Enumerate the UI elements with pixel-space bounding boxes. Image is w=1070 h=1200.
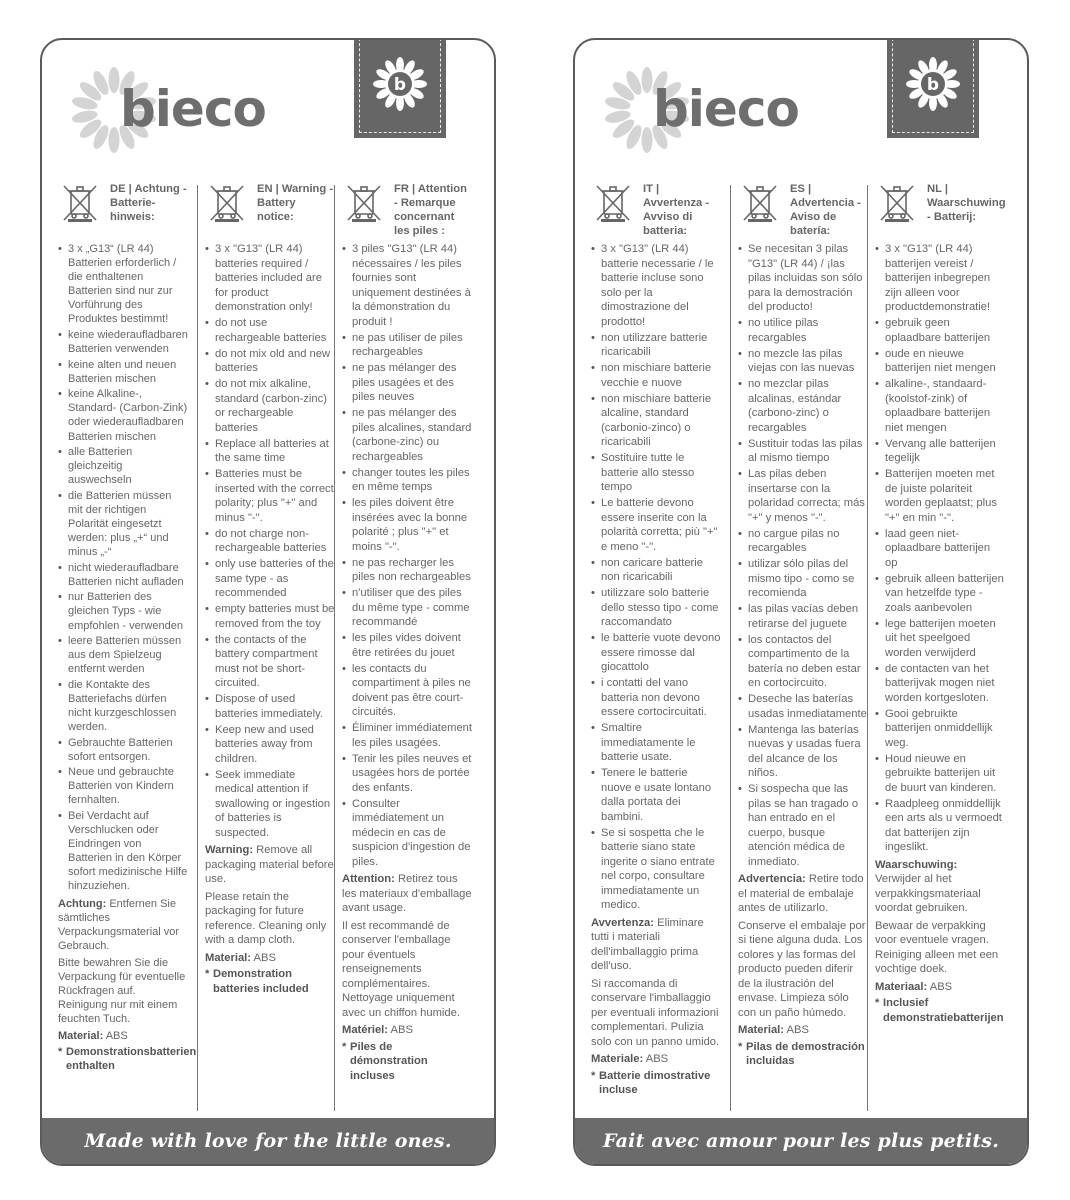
crossed-out-bin-icon (593, 182, 633, 222)
material-value: ABS (645, 1053, 669, 1065)
column-heading: FR | Attention - Remarque concernant les piles : (394, 183, 467, 237)
list-item: • los contactos del compartimento de la batería no deben estar en cortocircuito. (738, 633, 868, 691)
included-batteries-note: * Demonstrationsbatterien enthalten (58, 1045, 188, 1073)
language-column (591, 180, 721, 1115)
list-item: • las pilas vacías deben retirarse del juguete (738, 602, 868, 631)
warning-text: Retirez tous les materiaux d'emballage avant usage. (342, 873, 472, 914)
crossed-out-bin-icon (344, 182, 384, 222)
list-item: • Tenir les piles neuves et usagées hors de portée des enfants. (342, 752, 472, 796)
list-item: • Neue und gebrauchte Batterien von Kindern fernhalten. (58, 765, 188, 807)
material-label: Material: (738, 1024, 785, 1036)
list-item: • no mezclar pilas alcalinas, estándar (carbono-zinc) o recargables (738, 377, 868, 435)
list-item: • keine alten und neuen Batterien mischen (58, 358, 188, 386)
list-item: • changer toutes les piles en même temps (342, 466, 472, 495)
list-item: • 3 x "G13" (LR 44) batterijen vereist / batterijen inbegrepen zijn alleen voor productdemonstratie! (875, 242, 1005, 315)
list-item: • empty batteries must be removed from the toy (205, 602, 335, 631)
warning-label: Avvertenza: (591, 916, 655, 929)
column-header (875, 180, 1005, 238)
language-column (342, 180, 472, 1115)
packaging-warning (875, 858, 1005, 916)
list-item: • oude en nieuwe batterijen niet mengen (875, 347, 1005, 376)
badge-letter: b (926, 75, 940, 95)
list-item: • Mantenga las baterías nuevas y usadas fuera del alcance de los niños. (738, 723, 868, 781)
list-item: • do not use rechargeable batteries (205, 316, 335, 345)
material-info (205, 951, 335, 966)
warning-text: Retire todo el material de embalaje antes de utilizarlo. (738, 873, 864, 914)
list-item: • Las pilas deben insertarse con la polaridad correcta; más "+" y menos "-". (738, 467, 868, 525)
list-item: • no utilice pilas recargables (738, 316, 868, 345)
column-header (738, 180, 868, 238)
warning-text: Remove all packaging material before use. (205, 844, 334, 885)
list-item: • die Batterien müssen mit der richtigen Polarität eingesetzt werden: plus „+“ und minus „-“ (58, 489, 188, 559)
list-item: • gebruik geen oplaadbare batterijen (875, 316, 1005, 345)
list-item: • ne pas recharger les piles non rechargeables (342, 556, 472, 585)
insert-card-it-es-nl (573, 38, 1029, 1166)
battery-notice-list (591, 242, 721, 913)
list-item: • Gebrauchte Batterien sofort entsorgen. (58, 736, 188, 764)
list-item: • 3 x „G13“ (LR 44) Batterien erforderlich / die enthaltenen Batterien sind nur zur Vorführung des Produktes bestimmt! (58, 242, 188, 326)
footer-tagline: Made with love for the little ones. (42, 1118, 494, 1164)
bieco-logo (64, 58, 314, 168)
list-item: • de contacten van het batterijvak mogen niet worden kortgesloten. (875, 662, 1005, 706)
brand-name: bieco (653, 80, 799, 138)
badge-flower-icon (905, 56, 961, 112)
list-item: • non caricare batterie non ricaricabili (591, 556, 721, 585)
list-item: • Sustituir todas las pilas al mismo tiempo (738, 437, 868, 466)
list-item: • do not mix alkaline, standard (carbon-zinc) or rechargeable batteries (205, 377, 335, 435)
list-item: • Dispose of used batteries immediately. (205, 692, 335, 721)
warning-label: Advertencia: (738, 873, 806, 885)
list-item: • Gooi gebruikte batterijen onmiddellijk weg. (875, 707, 1005, 751)
retain-packaging-text: Conserve el embalaje por si tiene alguna duda. Los colores y las formas del producto pueden diferir de la ilustración del envase. Limpieza sólo con un paño húmedo. (738, 919, 866, 1019)
column-divider (730, 185, 731, 1111)
retain-packaging-text: Bitte bewahren Sie die Verpackung für eventuelle Rückfragen auf. Reinigung nur mit einem feuchten Tuch. (58, 956, 186, 1026)
material-value: ABS (105, 1030, 128, 1043)
packaging-warning (738, 872, 868, 916)
list-item: • do not mix old and new batteries (205, 347, 335, 376)
column-heading: DE | Achtung - Batterie-hinweis: (110, 183, 187, 223)
language-columns (575, 180, 1027, 1115)
list-item: • gebruik alleen batterijen van hetzelfde type - zoals aanbevolen (875, 572, 1005, 616)
list-item: • i contatti del vano batteria non devono essere cortocircuitati. (591, 676, 721, 720)
list-item: • alkaline-, standaard- (koolstof-zink) of oplaadbare batterijen niet mengen (875, 377, 1005, 435)
list-item: • Raadpleeg onmiddellijk een arts als u vermoedt dat batterijen zijn ingeslikt. (875, 797, 1005, 855)
list-item: • Batterijen moeten met de juiste polariteit worden geplaatst; plus "+" en min "-". (875, 467, 1005, 525)
warning-label: Waarschuwing: (875, 858, 958, 871)
list-item: • utilizzare solo batterie dello stesso tipo - come raccomandato (591, 586, 721, 630)
retain-packaging-text: Bewaar de verpakking voor eventuele vragen. Reiniging alleen met een vochtige doek. (875, 919, 999, 975)
material-label: Materiaal: (875, 980, 928, 993)
column-header (58, 180, 188, 238)
retain-packaging-text: Si raccomanda di conservare l'imballaggio per eventuali informazioni complementari. Pulizia solo con un panno umido. (591, 977, 720, 1048)
crossed-out-bin-icon (207, 182, 247, 222)
list-item: • Le batterie devono essere inserite con la polarità corretta; più "+" e meno "-". (591, 496, 721, 554)
included-batteries-note: * Inclusief demonstratiebatterijen (875, 996, 1005, 1025)
list-item: • Seek immediate medical attention if swallowing or ingestion of batteries is suspected. (205, 768, 335, 841)
column-header (342, 180, 472, 238)
list-item: • 3 x "G13" (LR 44) batterie necessarie / le batterie incluse sono solo per la dimostrazione del prodotto! (591, 242, 721, 329)
list-item: • Deseche las baterías usadas inmediatamente (738, 692, 868, 721)
battery-notice-list (58, 242, 188, 894)
list-item: • 3 piles "G13" (LR 44) nécessaires / les piles fournies sont uniquement destinées à la démonstration du produit ! (342, 242, 472, 329)
list-item: • ne pas mélanger des piles usagées et des piles neuves (342, 361, 472, 405)
list-item: • Batteries must be inserted with the correct polarity; plus "+" and minus "-". (205, 467, 335, 525)
list-item: • ne pas mélanger des piles alcalines, standard (carbone-zinc) ou rechargeables (342, 406, 472, 464)
crossed-out-bin-icon (60, 182, 100, 222)
retain-packaging-text: Please retain the packaging for future reference. Cleaning only with a damp cloth. (205, 890, 327, 946)
list-item: • die Kontakte des Batteriefachs dürfen nicht kurzgeschlossen werden. (58, 678, 188, 734)
material-label: Materiale: (591, 1053, 644, 1065)
list-item: • le batterie vuote devono essere rimosse dal giocattolo (591, 631, 721, 675)
badge-letter: b (393, 75, 407, 95)
list-item: • Vervang alle batterijen tegelijk (875, 437, 1005, 466)
column-divider (197, 185, 198, 1111)
column-header (205, 180, 335, 238)
column-heading: IT | Avvertenza - Avviso di batteria: (643, 183, 710, 237)
warning-label: Attention: (342, 873, 395, 885)
list-item: • Éliminer immédiatement les piles usagées. (342, 721, 472, 750)
list-item: • no cargue pilas no recargables (738, 527, 868, 556)
list-item: • les contacts du compartiment à piles ne doivent pas être court-circuités. (342, 662, 472, 720)
crossed-out-bin-icon (740, 182, 780, 222)
list-item: • Tenere le batterie nuove e usate lontano dalla portata dei bambini. (591, 766, 721, 824)
list-item: • les piles vides doivent être retirées du jouet (342, 631, 472, 660)
footer-tagline: Fait avec amour pour les plus petits. (575, 1118, 1027, 1164)
warning-label: Achtung: (58, 897, 107, 910)
battery-notice-list (205, 242, 335, 840)
column-heading: ES | Advertencia - Aviso de batería: (790, 183, 861, 237)
list-item: • utilizar sólo pilas del mismo tipo - como se recomienda (738, 557, 868, 601)
battery-notice-list (875, 242, 1005, 855)
bieco-logo (597, 58, 847, 168)
list-item: • n'utiliser que des piles du même type - comme recommandé (342, 586, 472, 630)
list-item: • only use batteries of the same type - as recommended (205, 557, 335, 601)
list-item: • Se necesitan 3 pilas "G13" (LR 44) / ¡las pilas incluidas son sólo para la demostración del producto! (738, 242, 868, 315)
warning-label: Warning: (205, 844, 254, 856)
list-item: • laad geen niet-oplaadbare batterijen op (875, 527, 1005, 571)
material-value: ABS (390, 1024, 413, 1036)
packaging-warning (591, 916, 721, 974)
list-item: • no mezcle las pilas viejas con las nuevas (738, 347, 868, 376)
material-info (738, 1023, 868, 1038)
retain-packaging-text: Il est recommandé de conserver l'emballage pour éventuels renseignements complémentaires. Nettoyage uniquement avec un chiffon humide. (342, 919, 460, 1019)
column-heading: NL | Waarschuwing - Batterij: (927, 183, 1006, 223)
insert-card-de-en-fr (40, 38, 496, 1166)
list-item: • Houd nieuwe en gebruikte batterijen uit de buurt van kinderen. (875, 752, 1005, 796)
list-item: • Se si sospetta che le batterie siano state ingerite o siano entrate nel corpo, consultare immediatamente un medico. (591, 826, 721, 913)
language-column (738, 180, 868, 1115)
battery-notice-list (738, 242, 868, 869)
list-item: • leere Batterien müssen aus dem Spielzeug entfernt werden (58, 634, 188, 676)
column-header (591, 180, 721, 238)
language-column (875, 180, 1005, 1115)
material-label: Matériel: (342, 1024, 389, 1036)
material-info (58, 1029, 188, 1043)
packaging-warning (342, 872, 472, 916)
list-item: • keine wiederaufladbaren Batterien verwenden (58, 328, 188, 356)
material-value: ABS (929, 980, 953, 993)
warning-text: Eliminare tutti i materiali dell'imballaggio prima dell'uso. (591, 916, 704, 972)
material-label: Material: (205, 951, 252, 964)
material-value: ABS (253, 951, 276, 964)
included-batteries-note: * Demonstration batteries included (205, 967, 335, 996)
crossed-out-bin-icon (877, 182, 917, 222)
included-batteries-note: * Batterie dimostrative incluse (591, 1069, 721, 1098)
list-item: • lege batterijen moeten uit het speelgoed worden verwijderd (875, 617, 1005, 661)
list-item: • alle Batterien gleichzeitig auswechseln (58, 445, 188, 487)
language-column (58, 180, 197, 1115)
list-item: • Replace all batteries at the same time (205, 437, 335, 466)
warning-text: Entfernen Sie sämtliches Verpackungsmaterial vor Gebrauch. (58, 897, 180, 952)
column-heading: EN | Warning - Battery notice: (257, 183, 334, 223)
list-item: • non utilizzare batterie ricaricabili (591, 331, 721, 360)
brand-ribbon-badge (887, 38, 979, 138)
brand-name: bieco (120, 80, 266, 138)
list-item: • keine Alkaline-, Standard- (Carbon-Zink) oder wiederaufladbaren Batterien mischen (58, 387, 188, 443)
material-info (875, 980, 1005, 995)
material-label: Material: (58, 1030, 104, 1043)
material-info (591, 1052, 721, 1067)
list-item: • ne pas utiliser de piles rechargeables (342, 331, 472, 360)
material-info (342, 1023, 472, 1038)
list-item: • nur Batterien des gleichen Typs - wie empfohlen - verwenden (58, 590, 188, 632)
badge-flower-icon (372, 56, 428, 112)
language-columns (42, 180, 494, 1115)
list-item: • Consulter immédiatement un médecin en cas de suspicion d'ingestion de piles. (342, 797, 472, 870)
warning-text: Verwijder al het verpakkingsmateriaal voordat gebruiken. (875, 873, 981, 914)
list-item: • do not charge non-rechargeable batteries (205, 527, 335, 556)
battery-notice-list (342, 242, 472, 869)
list-item: • 3 x "G13" (LR 44) batteries required / batteries included are for product demonstration only! (205, 242, 335, 315)
list-item: • Keep new and used batteries away from children. (205, 723, 335, 767)
language-column (205, 180, 335, 1115)
packaging-warning (58, 897, 188, 953)
material-value: ABS (786, 1024, 809, 1036)
list-item: • Sostituire tutte le batterie allo stesso tempo (591, 451, 721, 495)
list-item: • Si sospecha que las pilas se han tragado o han entrado en el cuerpo, busque atención médica de inmediato. (738, 782, 868, 869)
list-item: • non mischiare batterie vecchie e nuove (591, 361, 721, 390)
list-item: • Bei Verdacht auf Verschlucken oder Eindringen von Batterien in den Körper sofort medizinische Hilfe hinzuziehen. (58, 809, 188, 893)
packaging-warning (205, 843, 335, 887)
list-item: • Smaltire immediatamente le batterie usate. (591, 721, 721, 765)
brand-ribbon-badge (354, 38, 446, 138)
included-batteries-note: * Piles de démonstration incluses (342, 1040, 472, 1084)
list-item: • non mischiare batterie alcaline, standard (carbonio-zinco) o ricaricabili (591, 392, 721, 450)
list-item: • the contacts of the battery compartment must not be short-circuited. (205, 633, 335, 691)
included-batteries-note: * Pilas de demostración incluidas (738, 1040, 868, 1069)
list-item: • nicht wiederaufladbare Batterien nicht aufladen (58, 561, 188, 589)
list-item: • les piles doivent être insérées avec la bonne polarité ; plus "+" et moins "-". (342, 496, 472, 554)
